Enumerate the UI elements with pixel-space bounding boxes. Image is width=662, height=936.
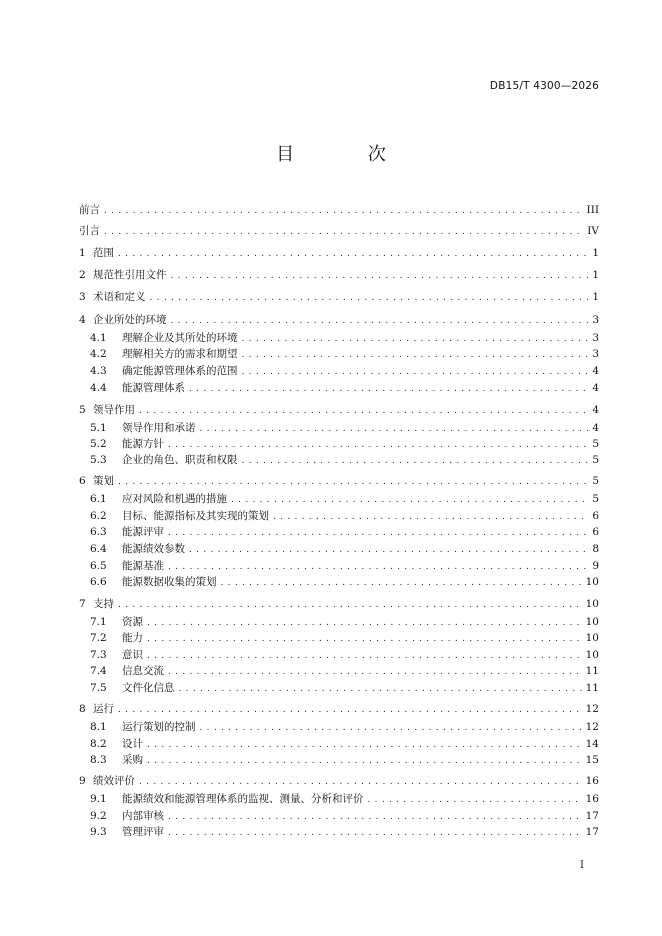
toc-entry[interactable] xyxy=(79,246,599,260)
toc-entry-page: 3 xyxy=(592,314,599,326)
standard-code: DB15/T 4300—2026 xyxy=(489,80,599,92)
toc-entry[interactable] xyxy=(79,268,599,282)
page-number: I xyxy=(580,860,584,871)
toc-entry-label: 采购 xyxy=(122,754,143,766)
toc-leader-dots xyxy=(168,665,582,679)
toc-leader-dots xyxy=(118,598,582,612)
toc-leader-dots xyxy=(147,649,582,663)
toc-entry-number: 1 xyxy=(79,247,86,259)
toc-entry-page: 1 xyxy=(592,291,599,303)
toc-entry-page: 5 xyxy=(592,438,599,450)
toc-entry-number: 6.2 xyxy=(90,510,107,522)
toc-entry[interactable] xyxy=(90,437,599,451)
toc-entry[interactable] xyxy=(90,525,599,539)
toc-entry[interactable] xyxy=(90,492,599,506)
page-title: 目 次 xyxy=(276,144,420,165)
toc-entry-label: 资源 xyxy=(122,616,143,628)
toc-entry-page: 5 xyxy=(592,493,599,505)
toc-leader-dots xyxy=(118,703,582,717)
toc-entry-label: 领导作用和承诺 xyxy=(122,422,196,434)
toc-entry-number: 6 xyxy=(79,475,86,487)
toc-leader-dots xyxy=(139,775,582,789)
toc-entry-label: 企业所处的环境 xyxy=(93,314,167,326)
toc-entry-label: 领导作用 xyxy=(93,404,135,416)
toc-entry-number: 2 xyxy=(79,269,86,281)
toc-entry[interactable] xyxy=(90,542,599,556)
toc-entry-number: 4.1 xyxy=(90,332,107,344)
toc-entry-number: 4.3 xyxy=(90,365,107,377)
toc-leader-dots xyxy=(242,365,589,379)
toc-entry-label: 引言 xyxy=(79,225,100,237)
toc-leader-dots xyxy=(200,721,582,735)
toc-entry-number: 8.1 xyxy=(90,721,107,733)
toc-leader-dots xyxy=(368,793,582,807)
toc-entry[interactable] xyxy=(90,575,599,589)
toc-entry-label: 能源数据收集的策划 xyxy=(122,576,217,588)
toc-entry-number: 7 xyxy=(79,598,86,610)
toc-leader-dots xyxy=(118,475,588,489)
toc-leader-dots xyxy=(104,225,583,239)
toc-entry-label: 规范性引用文件 xyxy=(93,269,167,281)
toc-entry-number: 5.3 xyxy=(90,454,107,466)
toc-leader-dots xyxy=(179,682,582,696)
toc-entry-label: 前言 xyxy=(79,204,100,216)
toc-entry-number: 7.5 xyxy=(90,682,107,694)
toc-entry-page: 4 xyxy=(592,422,599,434)
toc-leader-dots xyxy=(147,616,582,630)
toc-entry-label: 内部审核 xyxy=(122,810,164,822)
toc-entry[interactable] xyxy=(90,809,599,823)
toc-entry-page: 9 xyxy=(592,560,599,572)
toc-entry-number: 6.1 xyxy=(90,493,107,505)
toc-leader-dots xyxy=(168,526,588,540)
toc-entry[interactable] xyxy=(90,792,599,806)
toc-entry[interactable] xyxy=(90,509,599,523)
toc-entry-label: 应对风险和机遇的措施 xyxy=(122,493,227,505)
toc-entry-label: 能源基准 xyxy=(122,560,164,572)
toc-entry[interactable] xyxy=(90,331,599,345)
toc-entry-label: 术语和定义 xyxy=(93,291,146,303)
toc-entry-number: 6.5 xyxy=(90,560,107,572)
toc-entry-label: 目标、能源指标及其实现的策划 xyxy=(122,510,269,522)
toc-entry-number: 4 xyxy=(79,314,86,326)
toc-entry-page: 3 xyxy=(592,332,599,344)
toc-entry[interactable] xyxy=(90,421,599,435)
toc-entry-page: 1 xyxy=(592,247,599,259)
toc-entry-page: 10 xyxy=(585,576,599,588)
toc-entry[interactable] xyxy=(90,681,599,695)
toc-entry-label: 设计 xyxy=(122,738,143,750)
toc-entry-label: 理解相关方的需求和期望 xyxy=(122,348,238,360)
toc-entry[interactable] xyxy=(79,224,599,238)
toc-entry-page: 6 xyxy=(592,510,599,522)
toc-entry[interactable] xyxy=(79,702,599,716)
toc-entry-page: 5 xyxy=(592,475,599,487)
toc-entry-label: 能源绩效参数 xyxy=(122,543,185,555)
toc-entry-number: 5.2 xyxy=(90,438,107,450)
toc-entry-label: 能源管理体系 xyxy=(122,382,185,394)
toc-entry[interactable] xyxy=(90,720,599,734)
toc-leader-dots xyxy=(221,576,582,590)
toc-entry-label: 理解企业及其所处的环境 xyxy=(122,332,238,344)
toc-entry-label: 能源方针 xyxy=(122,438,164,450)
toc-entry-number: 6.4 xyxy=(90,543,107,555)
toc-leader-dots xyxy=(189,382,588,396)
toc-entry-page: 4 xyxy=(592,382,599,394)
toc-entry-number: 7.1 xyxy=(90,616,107,628)
toc-leader-dots xyxy=(200,422,589,436)
toc-leader-dots xyxy=(104,204,583,218)
toc-entry-page: 16 xyxy=(585,775,599,787)
toc-entry[interactable] xyxy=(90,631,599,645)
toc-entry[interactable] xyxy=(90,364,599,378)
toc-leader-dots xyxy=(118,247,588,261)
toc-leader-dots xyxy=(273,510,588,524)
toc-entry-page: 14 xyxy=(585,738,599,750)
toc-entry-page: 17 xyxy=(585,810,599,822)
toc-entry-page: IV xyxy=(587,225,599,237)
toc-entry-number: 5 xyxy=(79,404,86,416)
toc-entry-number: 9.3 xyxy=(90,826,107,838)
toc-leader-dots xyxy=(168,810,582,824)
toc-entry-label: 意识 xyxy=(122,649,143,661)
toc-entry-number: 6.3 xyxy=(90,526,107,538)
toc-entry[interactable] xyxy=(90,737,599,751)
toc-entry-label: 绩效评价 xyxy=(93,775,135,787)
toc-entry-page: 4 xyxy=(592,404,599,416)
toc-entry-label: 运行 xyxy=(93,703,114,715)
toc-entry-page: 8 xyxy=(592,543,599,555)
toc-entry-number: 9.1 xyxy=(90,793,107,805)
toc-entry-number: 4.4 xyxy=(90,382,107,394)
toc-entry[interactable] xyxy=(90,664,599,678)
toc-leader-dots xyxy=(168,560,588,574)
toc-entry-page: 12 xyxy=(585,703,599,715)
toc-entry[interactable] xyxy=(90,381,599,395)
toc-entry-number: 6.6 xyxy=(90,576,107,588)
toc-entry[interactable] xyxy=(79,474,599,488)
toc-entry-page: 1 xyxy=(592,269,599,281)
toc-entry[interactable] xyxy=(79,313,599,327)
toc-entry-label: 支持 xyxy=(93,598,114,610)
toc-entry[interactable] xyxy=(90,347,599,361)
toc-entry-number: 7.2 xyxy=(90,632,107,644)
toc-entry[interactable] xyxy=(79,597,599,611)
toc-entry-label: 能力 xyxy=(122,632,143,644)
toc-entry-page: 16 xyxy=(585,793,599,805)
toc-leader-dots xyxy=(150,291,589,305)
toc-entry-page: 10 xyxy=(585,649,599,661)
toc-entry-label: 管理评审 xyxy=(122,826,164,838)
toc-entry[interactable] xyxy=(90,753,599,767)
toc-entry-page: 17 xyxy=(585,826,599,838)
toc-entry-number: 8 xyxy=(79,703,86,715)
toc-leader-dots xyxy=(147,632,582,646)
toc-entry-page: 15 xyxy=(585,754,599,766)
toc-entry[interactable] xyxy=(90,615,599,629)
toc-entry-number: 8.3 xyxy=(90,754,107,766)
toc-entry-label: 确定能源管理体系的范围 xyxy=(122,365,238,377)
toc-entry-number: 5.1 xyxy=(90,422,107,434)
toc-leader-dots xyxy=(168,826,582,840)
toc-entry-page: 12 xyxy=(585,721,599,733)
toc-entry[interactable] xyxy=(90,825,599,839)
toc-entry-number: 9 xyxy=(79,775,86,787)
toc-entry-page: 10 xyxy=(585,632,599,644)
toc-entry-label: 范围 xyxy=(93,247,114,259)
toc-leader-dots xyxy=(242,332,589,346)
toc-entry-page: 3 xyxy=(592,348,599,360)
toc-leader-dots xyxy=(171,314,589,328)
toc-entry-label: 能源绩效和能源管理体系的监视、测量、分析和评价 xyxy=(122,793,364,805)
toc-entry-label: 文件化信息 xyxy=(122,682,175,694)
toc-entry[interactable] xyxy=(79,290,599,304)
toc-entry-page: 4 xyxy=(592,365,599,377)
toc-entry-page: 11 xyxy=(585,682,599,694)
toc-entry-page: 5 xyxy=(592,454,599,466)
toc-entry-number: 9.2 xyxy=(90,810,107,822)
toc-entry-number: 7.4 xyxy=(90,665,107,677)
toc-entry[interactable] xyxy=(79,774,599,788)
toc-entry[interactable] xyxy=(90,559,599,573)
toc-leader-dots xyxy=(171,269,589,283)
toc-entry-number: 4.2 xyxy=(90,348,107,360)
toc-leader-dots xyxy=(147,754,582,768)
toc-leader-dots xyxy=(242,454,589,468)
toc-entry-page: 11 xyxy=(585,665,599,677)
toc-entry-page: 6 xyxy=(592,526,599,538)
toc-entry-page: 10 xyxy=(585,598,599,610)
toc-entry-label: 运行策划的控制 xyxy=(122,721,196,733)
toc-entry-label: 企业的角色、职责和权限 xyxy=(122,454,238,466)
toc-entry-label: 策划 xyxy=(93,475,114,487)
toc-entry[interactable] xyxy=(79,403,599,417)
toc-entry[interactable] xyxy=(79,203,599,217)
toc-leader-dots xyxy=(242,348,589,362)
toc-leader-dots xyxy=(168,438,588,452)
toc-entry-number: 8.2 xyxy=(90,738,107,750)
toc-entry[interactable] xyxy=(90,648,599,662)
toc-entry-label: 能源评审 xyxy=(122,526,164,538)
toc-leader-dots xyxy=(139,404,588,418)
toc-entry-label: 信息交流 xyxy=(122,665,164,677)
toc-entry-page: 10 xyxy=(585,616,599,628)
toc-leader-dots xyxy=(231,493,588,507)
toc-entry[interactable] xyxy=(90,453,599,467)
toc-entry-number: 7.3 xyxy=(90,649,107,661)
toc-entry-number: 3 xyxy=(79,291,86,303)
toc-leader-dots xyxy=(147,738,582,752)
toc-leader-dots xyxy=(189,543,588,557)
toc-entry-page: III xyxy=(586,204,599,216)
